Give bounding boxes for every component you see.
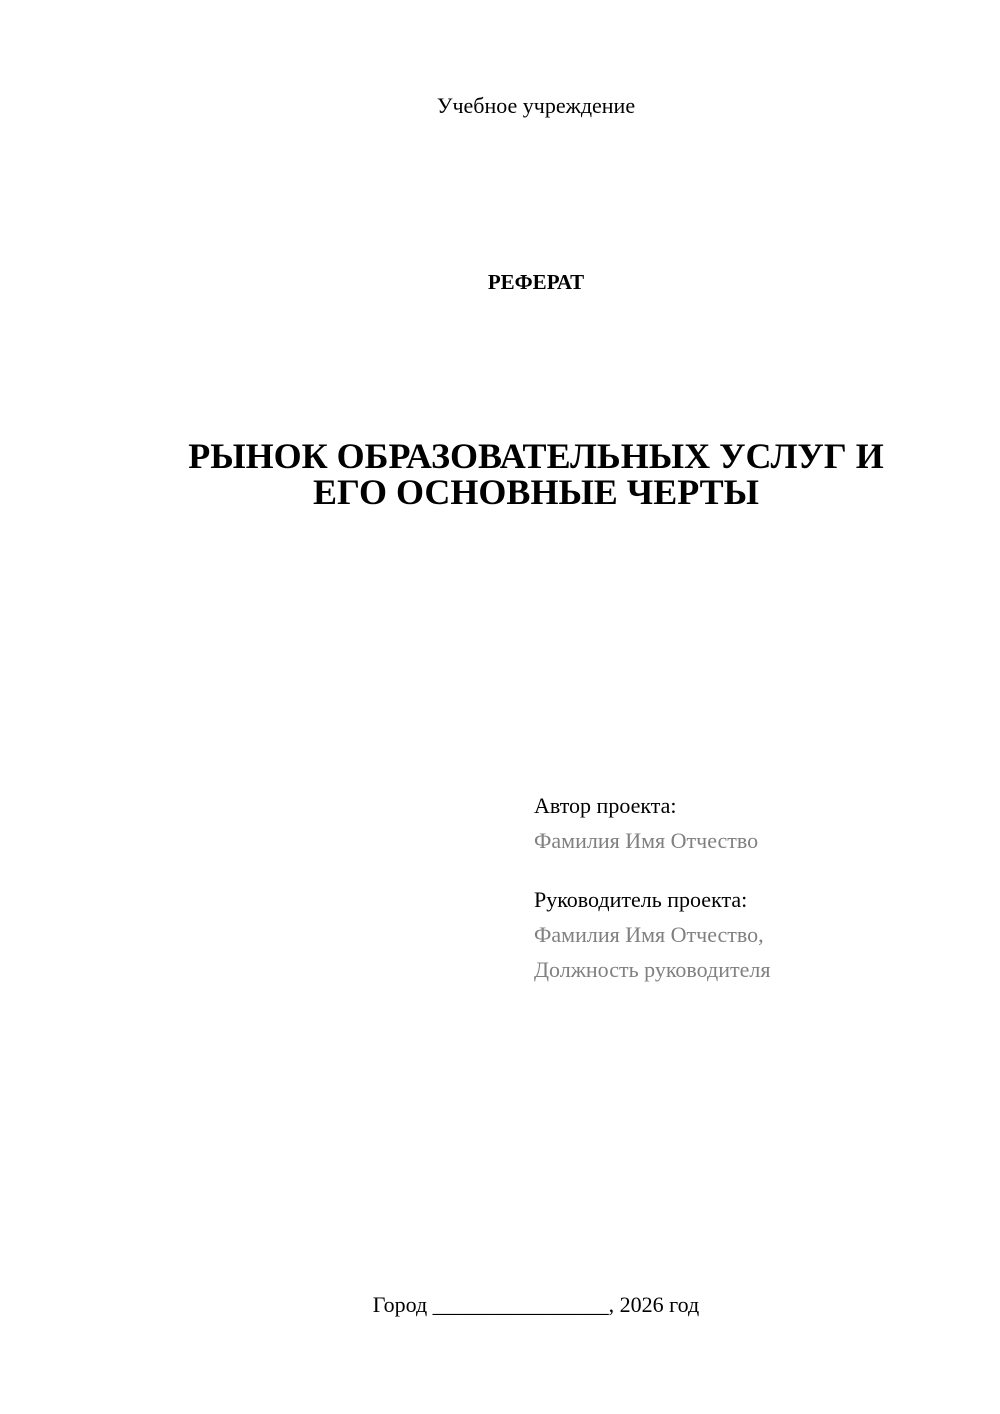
title-line-1: РЫНОК ОБРАЗОВАТЕЛЬНЫХ УСЛУГ И: [188, 436, 884, 476]
document-type: РЕФЕРАТ: [487, 270, 585, 294]
author-name: Фамилия Имя Отчество: [534, 828, 759, 853]
supervisor-label: Руководитель проекта:: [534, 887, 748, 912]
supervisor-position: Должность руководителя: [534, 957, 771, 982]
author-block: [534, 788, 954, 987]
title-line-2: ЕГО ОСНОВНЫЕ ЧЕРТЫ: [312, 472, 760, 512]
spacer: [534, 858, 954, 882]
institution-name: Учебное учреждение: [436, 93, 636, 118]
author-label: Автор проекта:: [534, 793, 677, 818]
supervisor-name: Фамилия Имя Отчество,: [534, 922, 764, 947]
footer-city-year: Город ________________, 2026 год: [372, 1292, 700, 1317]
document-title: [140, 438, 932, 510]
